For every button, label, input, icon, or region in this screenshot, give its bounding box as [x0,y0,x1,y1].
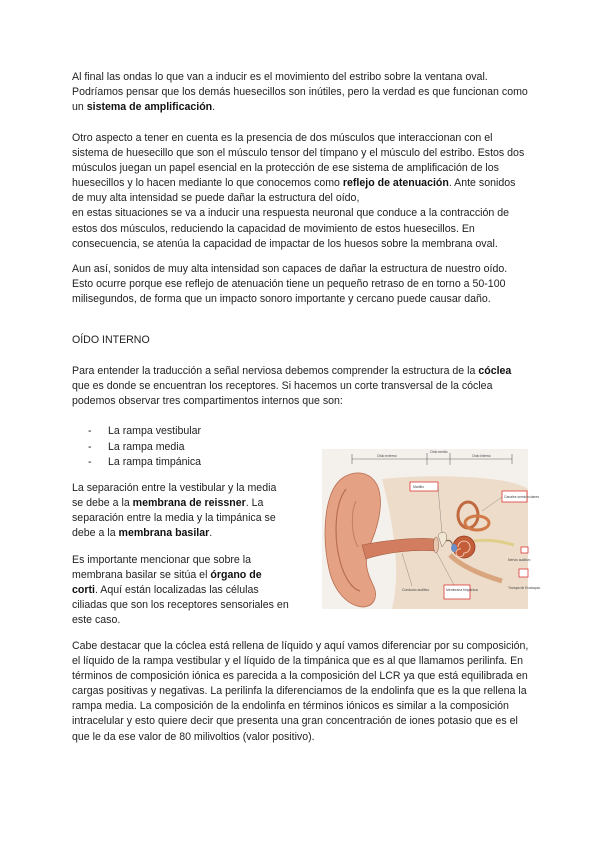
paragraph-fluids: Cabe destacar que la cóclea está rellena de líquido y aquí vamos diferenciar por su composición, el líquido de la rampa vestibular y el líquido de la timpánica que es al que llamamos perilinfa. En términos de composición iónica es parecida a la composición del LCR ya que está equilibrada en cargas positivas y negativas. La perilinfa la diferenciamos de la endolinfa que es la que rellena la rampa media. La composición de la endolinfa en términos iónicos es similar a la composición intracelular y esto quiere decir que presenta una gran concentración de iones potasio que es el que le da ese valor de 80 milivoltios (valor positivo). [72,640,529,743]
figure-label: Oído externo [377,454,397,458]
paragraph-text: Otro aspecto a tener en cuenta es la presencia de dos músculos que interaccionan con el sistema de huesecillo que son el músculo tensor del tímpano y el músculo del estribo. Estos dos músculos juegan un papel esencial en la protección de ese sistema de amplificación de los huesecillos y lo hacen mediante lo que conocemos como [72,132,525,190]
paragraph-membranes [72,481,290,541]
bold-term: membrana basilar [118,527,210,540]
paragraph-text: Es importante mencionar que sobre la membrana basilar se sitúa el [72,554,252,582]
label-box [519,569,528,577]
figure-label: Martillo [413,485,424,489]
figure-label: Membrana timpánica [446,588,478,592]
paragraph-corti [72,553,290,628]
figure-label: Oído interno [472,454,491,458]
paragraph-amplification [72,70,530,115]
figure-label: Conducto auditivo [402,588,430,592]
bold-term: órgano de corti [72,569,262,597]
figure-label: Trompa de Eustaquio [508,586,541,590]
compartment-list [88,424,201,471]
paragraph-text: que es donde se encuentran los receptores. Si hacemos un corte transversal de la cóclea podemos observar tres compartimentos internos que son: [72,380,493,408]
list-item: - La rampa media [88,440,201,456]
bold-term: sistema de amplificación [86,101,213,114]
bold-term: reflejo de atenuación [342,177,449,190]
eardrum-illustration [434,537,439,553]
bold-term: cóclea [478,365,512,377]
paragraph-text: . Aquí están localizadas las células ciliadas que son los receptores sensoriales en este caso. [72,584,289,627]
paragraph-text: en estas situaciones se va a inducir una respuesta neuronal que conduce a la contracción de estos dos músculos, reduciendo la capacidad de movimiento de estos huesecillos. En consecuencia, se atenúa la capacidad de impactar de los huesos sobre la membrana oval. [72,207,509,250]
paragraph-text: . [212,101,216,114]
paragraph-text: . Ante sonidos de muy alta intensidad se puede dañar la estructura del oído, [72,177,516,205]
label-box [521,547,528,553]
figure-label: Canales semicirculares [504,495,540,499]
oval-window-illustration [451,544,457,552]
list-item: - La rampa timpánica [88,455,201,471]
paragraph-text: . [209,527,213,540]
paragraph-text: La separación entre la vestibular y la media se debe a la [72,482,277,510]
paragraph-text: . La separación entre la media y la timpánica se debe a la [72,497,276,540]
bold-term: membrana de reissner [132,497,246,510]
ear-anatomy-figure [322,449,541,609]
paragraph-text: Para entender la traducción a señal nerviosa debemos comprender la estructura de la [72,365,479,377]
figure-label: Oído medio [430,449,448,454]
paragraph-muscles [72,131,530,252]
list-item: - La rampa vestibular [88,424,201,440]
section-heading: OÍDO INTERNO [72,334,150,346]
paragraph-cochlea [72,364,530,409]
figure-label: Nervio auditivo [508,558,531,562]
paragraph-intensity: Aun así, sonidos de muy alta intensidad son capaces de dañar la estructura de nuestro oído. Esto ocurre porque ese reflejo de atenuación tiene un pequeño retraso de en torno a 50-100 milisegundos, de forma que un impacto sonoro importante y cercano puede causar daño. [72,263,508,306]
paragraph-text: Al final las ondas lo que van a inducir es el movimiento del estribo sobre la ventana oval. Podríamos pensar que los demás huesecillos son inútiles, pero la verdad es que funcionan como un [72,71,528,114]
ear-anatomy-illustration [322,449,541,609]
